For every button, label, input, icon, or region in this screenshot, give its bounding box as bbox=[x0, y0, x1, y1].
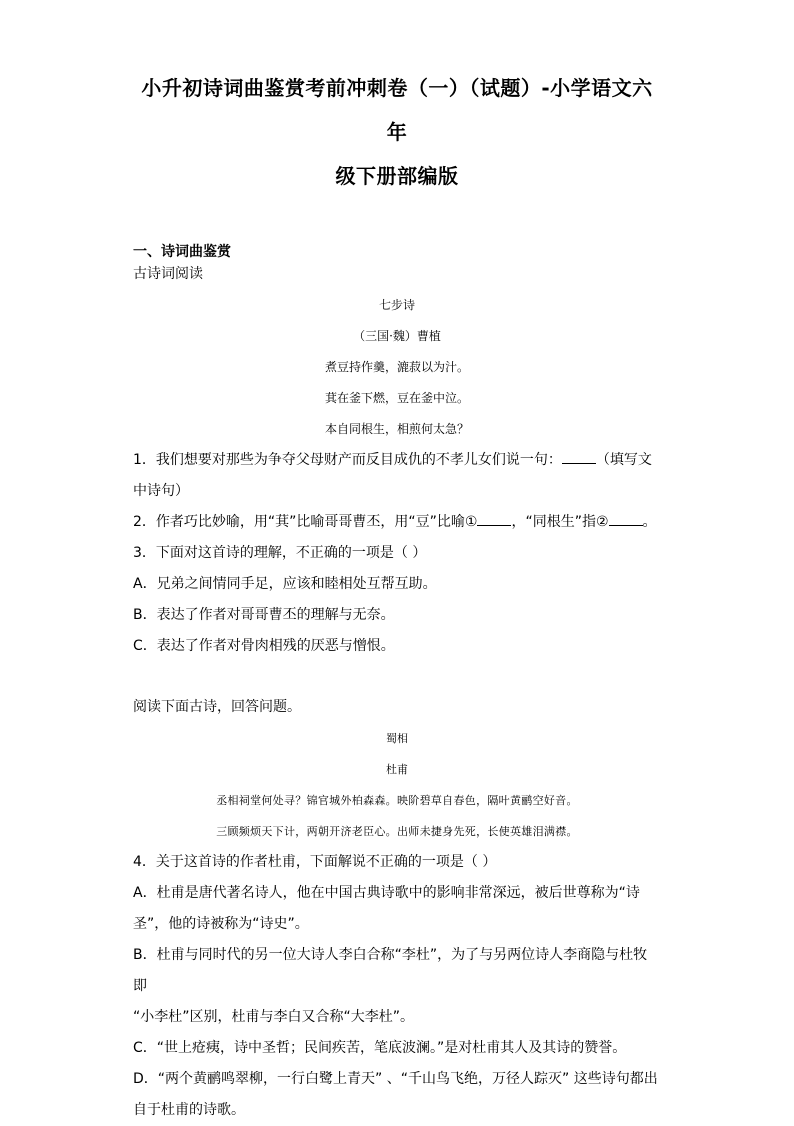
question-2 bbox=[133, 507, 661, 538]
poem-author: （三国·魏）曹植 bbox=[353, 329, 441, 343]
poem-line: 煮豆持作羹，漉菽以为汁。 bbox=[324, 360, 469, 374]
question-text: 1．我们想要对那些为争夺父母财产而反目成仇的不孝儿女们说一句： bbox=[133, 452, 562, 468]
document-title bbox=[133, 66, 661, 198]
option-b[interactable]: B．表达了作者对哥哥曹丕的理解与无奈。 bbox=[133, 607, 395, 623]
option-d[interactable]: D．“两个黄鹂鸣翠柳，一行白鹭上青天” 、“千山鸟飞绝，万径人踪灭” 这些诗句都出 bbox=[133, 1071, 658, 1087]
poem-shu-xiang bbox=[133, 723, 661, 847]
section-heading: 一、诗词曲鉴赏 bbox=[133, 244, 231, 260]
option-a[interactable]: A．杜甫是唐代著名诗人，他在中国古典诗歌中的影响非常深远，被后世尊称为“诗 bbox=[133, 885, 640, 901]
option-b[interactable]: B．杜甫与同时代的另一位大诗人李白合称“李杜”，为了与另两位诗人李商隐与杜牧即 bbox=[133, 947, 648, 994]
spacer bbox=[133, 662, 794, 692]
answer-blank[interactable] bbox=[562, 449, 596, 464]
answer-blank[interactable] bbox=[477, 511, 511, 526]
poem-title: 蜀相 bbox=[386, 732, 408, 745]
poem-title: 七步诗 bbox=[378, 298, 415, 312]
question-text: （填写文 bbox=[595, 452, 652, 468]
question-1-continued: 中诗句） bbox=[133, 483, 189, 499]
title-line-1: 小升初诗词曲鉴赏考前冲刺卷（一）（试题）-小学语文六年 bbox=[141, 76, 653, 144]
section-intro: 古诗词阅读 bbox=[133, 266, 203, 282]
question-text: 2．作者巧比妙喻，用“萁”比喻哥哥曹丕，用“豆”比喻① bbox=[133, 514, 478, 530]
section-intro-2: 阅读下面古诗，回答问题。 bbox=[133, 699, 301, 715]
poem-line: 萁在釜下燃，豆在釜中泣。 bbox=[324, 391, 469, 405]
title-line-2: 级下册部编版 bbox=[335, 164, 459, 188]
poem-seven-steps bbox=[133, 290, 661, 445]
question-text: ，“同根生”指② bbox=[511, 514, 609, 530]
answer-blank[interactable] bbox=[609, 511, 643, 526]
poem-line: 丞相祠堂何处寻？锦官城外柏森森。映阶碧草自春色，隔叶黄鹂空好音。 bbox=[216, 794, 578, 807]
poem-line: 三顾频烦天下计，两朝开济老臣心。出师未捷身先死，长使英雄泪满襟。 bbox=[216, 825, 578, 838]
question-3: 3．下面对这首诗的理解，不正确的一项是（ ） bbox=[133, 545, 427, 561]
option-a[interactable]: A．兄弟之间情同手足，应该和睦相处互帮互助。 bbox=[133, 576, 437, 592]
question-4: 4．关于这首诗的作者杜甫，下面解说不正确的一项是（ ） bbox=[133, 854, 497, 870]
poem-line: 本自同根生，相煎何太急？ bbox=[324, 422, 469, 436]
question-text: 。 bbox=[642, 514, 657, 530]
option-c[interactable]: C．表达了作者对骨肉相残的厌恶与憎恨。 bbox=[133, 638, 395, 654]
option-c[interactable]: C．“世上疮痍，诗中圣哲；民间疾苦，笔底波澜。”是对杜甫其人及其诗的赞誉。 bbox=[133, 1040, 627, 1056]
poem-author: 杜甫 bbox=[386, 763, 408, 776]
option-d-continued[interactable]: 自于杜甫的诗歌。 bbox=[133, 1102, 245, 1118]
option-b-continued[interactable]: “小李杜”区别，杜甫与李白又合称“大李杜”。 bbox=[133, 1009, 415, 1025]
option-a-continued[interactable]: 圣”，他的诗被称为“诗史”。 bbox=[133, 916, 309, 932]
question-1 bbox=[133, 445, 661, 476]
